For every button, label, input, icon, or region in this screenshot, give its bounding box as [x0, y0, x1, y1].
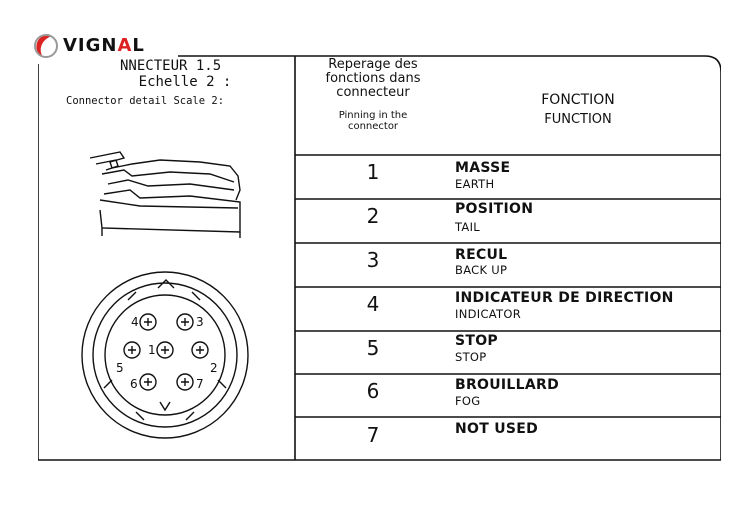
pin-label-7: 7	[196, 377, 204, 391]
row-pin-6: 6	[366, 379, 380, 403]
row-pin-5: 5	[366, 336, 380, 360]
pin-label-3: 3	[196, 315, 204, 329]
row-function-fr-5: STOP	[455, 333, 498, 349]
row-function-fr-6: BROUILLARD	[455, 377, 560, 393]
row-function-fr-4: INDICATEUR DE DIRECTION	[455, 290, 674, 306]
row-pin-3: 3	[366, 248, 380, 272]
row-pin-2: 2	[366, 204, 380, 228]
pin-label-4: 4	[131, 315, 139, 329]
row-function-en-4: INDICATOR	[455, 307, 522, 321]
reperage-header-en: Pinning in the connector	[338, 110, 408, 132]
row-function-en-1: EARTH	[455, 177, 495, 191]
row-function-fr-1: MASSE	[455, 160, 511, 176]
logo-text: VIGNAL	[60, 35, 148, 56]
row-function-fr-7: NOT USED	[455, 421, 539, 437]
pin-label-5: 5	[116, 361, 124, 375]
row-pin-4: 4	[366, 292, 380, 316]
fonction-header-en: FUNCTION	[544, 112, 612, 127]
row-pin-7: 7	[366, 423, 380, 447]
row-function-en-6: FOG	[455, 394, 481, 408]
row-function-fr-3: RECUL	[455, 247, 508, 263]
connector-drawing	[40, 140, 290, 450]
connector-side-view-icon	[90, 152, 240, 238]
row-function-en-5: STOP	[455, 350, 487, 364]
pin-label-6: 6	[130, 377, 138, 391]
connector-subtitle: Connector detail Scale 2:	[66, 95, 225, 107]
row-pin-1: 1	[366, 160, 380, 184]
row-function-en-3: BACK UP	[455, 263, 508, 277]
pin-label-1: 1	[148, 343, 156, 357]
fonction-header-fr: FONCTION	[541, 92, 615, 108]
row-function-fr-2: POSITION	[455, 201, 534, 217]
connector-title: NNECTEUR 1.5	[120, 58, 222, 74]
row-function-en-2: TAIL	[455, 220, 480, 234]
reperage-header-fr: Reperage des fonctions dans connecteur	[325, 57, 421, 100]
pin-label-2: 2	[210, 361, 218, 375]
connector-scale: Echelle 2 :	[138, 74, 232, 90]
connector-front-view-icon	[82, 272, 248, 438]
